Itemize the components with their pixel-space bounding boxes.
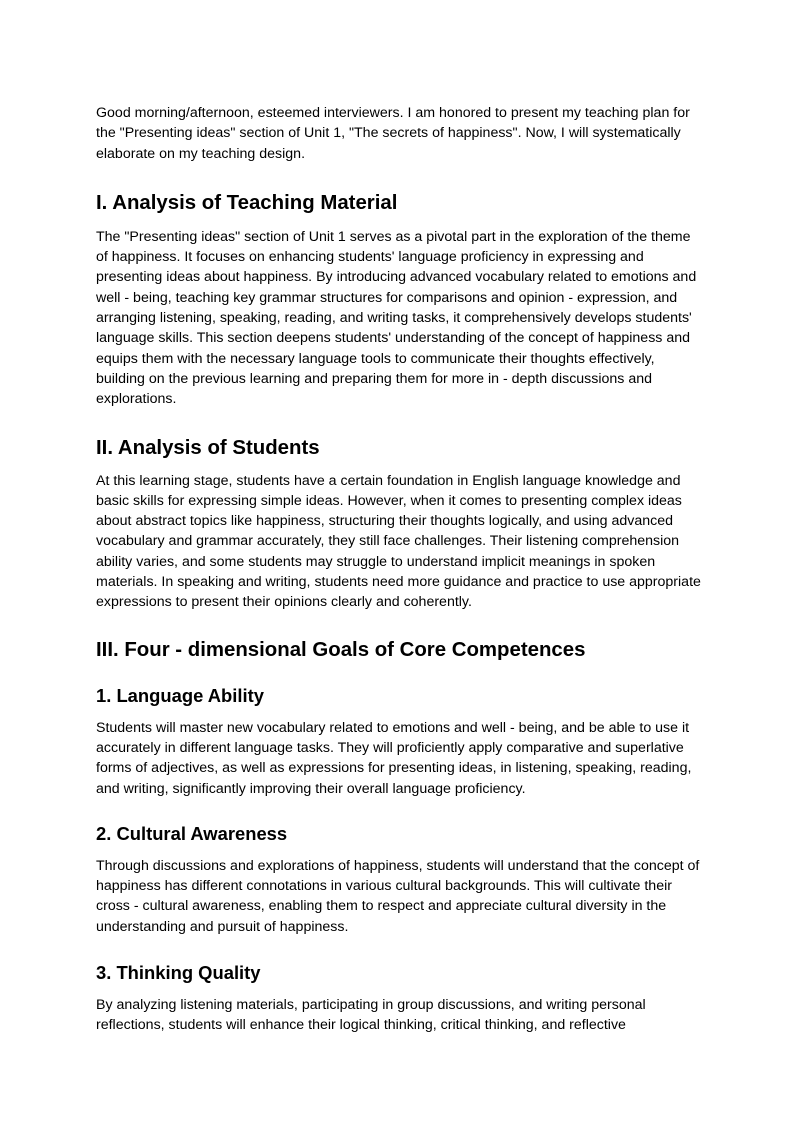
paragraph-cultural-awareness: Through discussions and explorations of happiness, students will understand that the concept of happiness has different connotations in various cultural backgrounds. This will cultivate their cross - cultural awareness, enabling them to respect and appreciate cultural diversity in the understanding and pursuit of happiness. — [96, 857, 700, 935]
paragraph-analysis-students: At this learning stage, students have a certain foundation in English language knowledge and basic skills for expressing simple ideas. However, when it comes to presenting complex ideas about abstract topics like happiness, structuring their thoughts logically, and using advanced vocabulary and grammar accurately, they still face challenges. Their listening comprehension ability varies, and some students may struggle to understand implicit meanings in spoken materials. In speaking and writing, students need more guidance and practice to use appropriate expressions to present their opinions clearly and coherently. — [96, 472, 701, 611]
heading-analysis-students: II. Analysis of Students — [96, 436, 320, 459]
paragraph-analysis-teaching-material: The "Presenting ideas" section of Unit 1 serves as a pivotal part in the exploration of the theme of happiness. It focuses on enhancing students' language proficiency in expressing and presenting ideas about happiness. By introducing advanced vocabulary related to emotions and well - being, teaching key grammar structures for comparisons and opinion - expression, and arranging listening, speaking, reading, and writing tasks, it comprehensively develops students' language skills. This section deepens students' understanding of the concept of happiness and equips them with the necessary language tools to communicate their thoughts effectively, building on the previous learning and preparing them for more in - depth discussions and explorations. — [96, 228, 697, 408]
intro-paragraph: Good morning/afternoon, esteemed interviewers. I am honored to present my teaching plan for the "Presenting ideas" section of Unit 1, "The secrets of happiness". Now, I will systematically elaborate on my teaching design. — [96, 105, 690, 162]
subheading-thinking-quality: 3. Thinking Quality — [96, 962, 261, 984]
paragraph-thinking-quality: By analyzing listening materials, participating in group discussions, and writing personal reflections, students will enhance their logical thinking, critical thinking, and reflective — [96, 997, 646, 1034]
document-page — [96, 103, 702, 1036]
heading-analysis-teaching-material: I. Analysis of Teaching Material — [96, 191, 398, 214]
heading-core-competences-goals: III. Four - dimensional Goals of Core Competences — [96, 638, 586, 661]
subheading-language-ability: 1. Language Ability — [96, 684, 264, 706]
paragraph-language-ability: Students will master new vocabulary related to emotions and well - being, and be able to use it accurately in different language tasks. They will proficiently apply comparative and superlative forms of adjectives, as well as expressions for presenting ideas, in listening, speaking, reading, and writing, significantly improving their overall language proficiency. — [96, 719, 692, 797]
subheading-cultural-awareness: 2. Cultural Awareness — [96, 822, 288, 844]
